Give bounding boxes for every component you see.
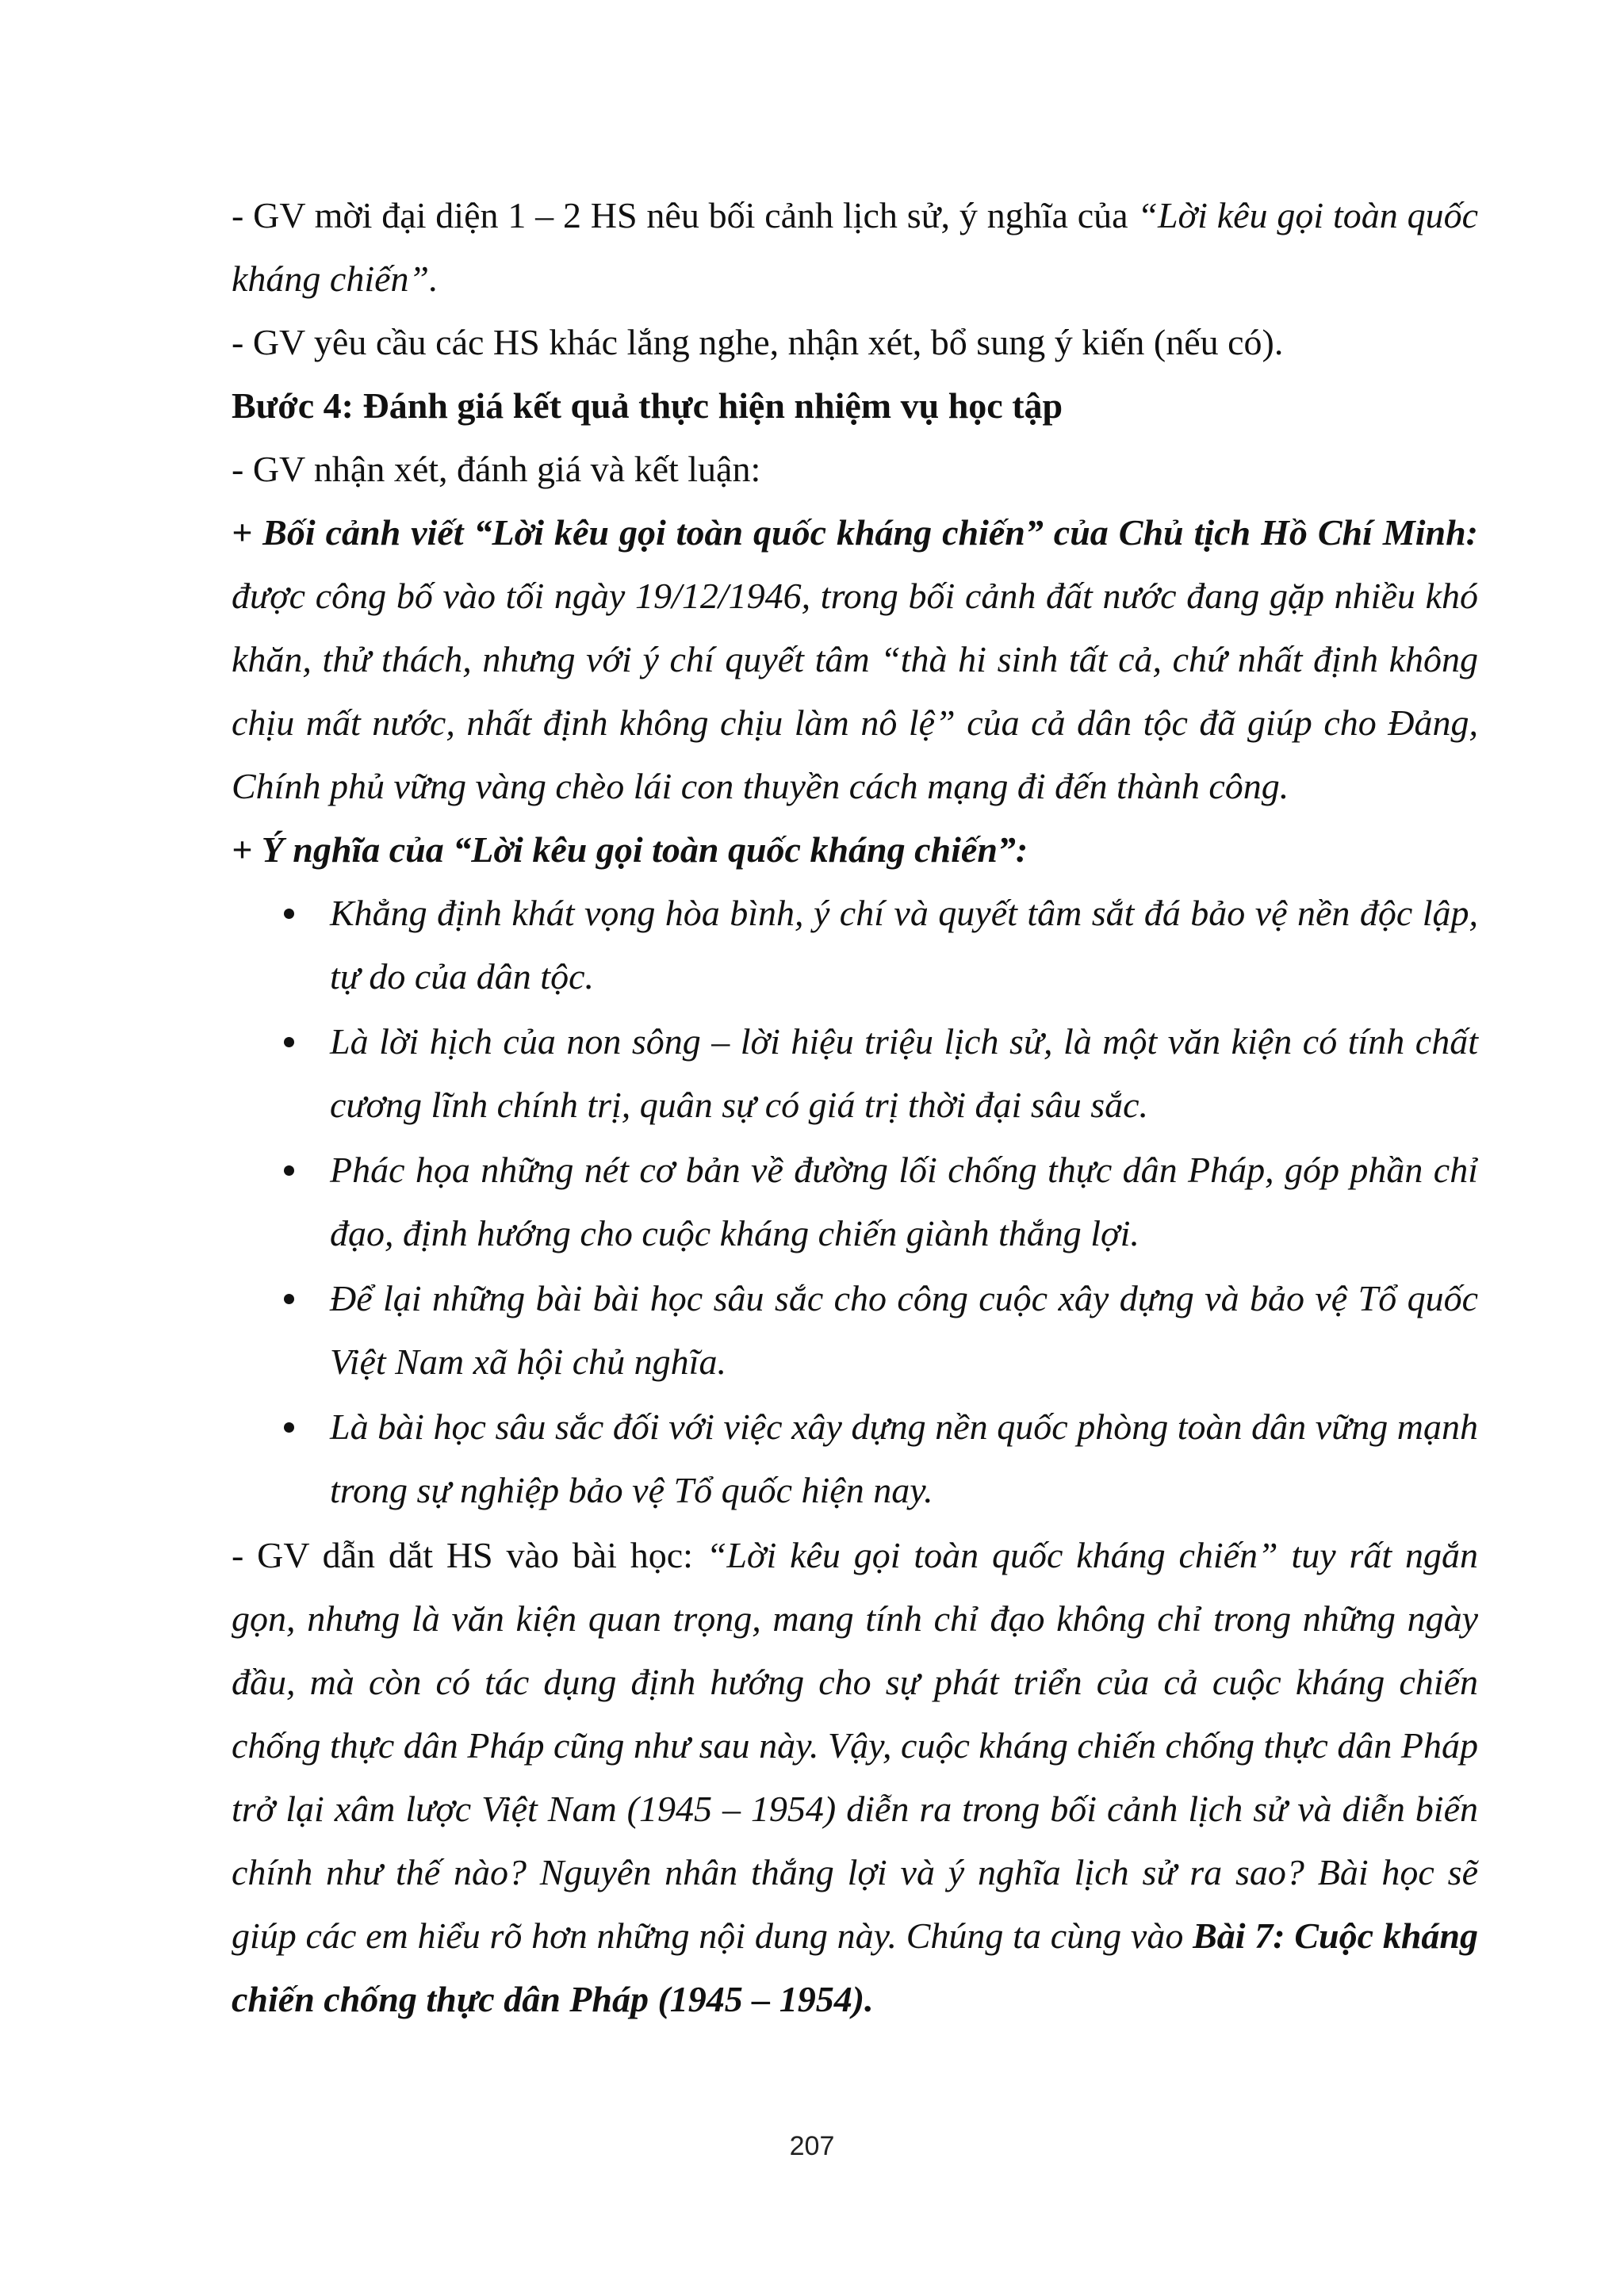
bullet-icon — [284, 1294, 294, 1304]
bullet-icon — [284, 909, 294, 919]
lesson-title: Bài 7: Cuộc kháng chiến chống thực dân Pháp (1945 – 1954). — [232, 1915, 1478, 2019]
quote-text: “Lời kêu gọi toàn quốc kháng chiến” — [232, 195, 1478, 299]
context-section — [232, 501, 1478, 818]
page-number: 207 — [789, 2131, 835, 2161]
lead-italic: “Lời kêu gọi toàn quốc kháng chiến” tuy rất ngắn gọn, nhưng là văn kiện quan trọng, mang tính chỉ đạo không chỉ trong những ngày đầu, mà còn có tác dụng định hướng cho sự phát triển của cả cuộc kháng chiến chống thực dân Pháp cũng như sau này. Vậy, cuộc kháng chiến chống thực dân Pháp trở lại xâm lược Việt Nam (1945 – 1954) diễn ra trong bối cảnh lịch sử và diễn biến chính như thế nào? Nguyên nhân thắng lợi và ý nghĩa lịch sử ra sao? Bài học sẽ giúp các em hiểu rõ hơn những nội dung này. Chúng ta cùng vào — [232, 1535, 1478, 1956]
context-body: được công bố vào tối ngày 19/12/1946, trong bối cảnh đất nước đang gặp nhiều khó khăn, thử thách, nhưng với ý chí quyết tâm “thà hi sinh tất cả, chứ nhất định không chịu mất nước, nhất định không chịu làm nô lệ” của cả dân tộc đã giúp cho Đảng, Chính phủ vững vàng chèo lái con thuyền cách mạng đi đến thành công. — [232, 576, 1478, 806]
paragraph-teacher-concludes: - GV nhận xét, đánh giá và kết luận: — [232, 449, 761, 489]
list-item — [232, 1010, 1478, 1137]
list-item-text: Khẳng định khát vọng hòa bình, ý chí và quyết tâm sắt đá bảo vệ nền độc lập, tự do của dân tộc. — [330, 893, 1478, 997]
bullet-icon — [284, 1037, 294, 1047]
list-item — [232, 882, 1478, 1008]
meaning-list — [232, 882, 1478, 1522]
paragraph-text: - GV mời đại diện 1 – 2 HS nêu bối cảnh lịch sử, ý nghĩa của — [232, 195, 1138, 235]
list-item-text: Phác họa những nét cơ bản về đường lối chống thực dân Pháp, góp phần chỉ đạo, định hướng cho cuộc kháng chiến giành thắng lợi. — [330, 1150, 1478, 1253]
list-item — [232, 1138, 1478, 1265]
bullet-icon — [284, 1165, 294, 1176]
context-heading: + Bối cảnh viết “Lời kêu gọi toàn quốc kháng chiến” của Chủ tịch Hồ Chí Minh: — [232, 512, 1478, 553]
list-item — [232, 1267, 1478, 1394]
list-item — [232, 1395, 1478, 1522]
paragraph-teacher-requests: - GV yêu cầu các HS khác lắng nghe, nhận xét, bổ sung ý kiến (nếu có). — [232, 322, 1284, 362]
step-heading: Bước 4: Đánh giá kết quả thực hiện nhiệm vụ học tập — [232, 385, 1063, 426]
paragraph-lead-in — [232, 1524, 1478, 2031]
paragraph-text: . — [429, 258, 439, 299]
list-item-text: Là lời hịch của non sông – lời hiệu triệu lịch sử, là một văn kiện có tính chất cương lĩnh chính trị, quân sự có giá trị thời đại sâu sắc. — [330, 1021, 1478, 1125]
meaning-heading: + Ý nghĩa của “Lời kêu gọi toàn quốc kháng chiến”: — [232, 829, 1028, 870]
lead-prefix: - GV dẫn dắt HS vào bài học: — [232, 1535, 707, 1575]
document-body — [232, 184, 1478, 2031]
list-item-text: Để lại những bài bài học sâu sắc cho công cuộc xây dựng và bảo vệ Tổ quốc Việt Nam xã hội chủ nghĩa. — [330, 1278, 1478, 1382]
list-item-text: Là bài học sâu sắc đối với việc xây dựng nền quốc phòng toàn dân vững mạnh trong sự nghiệp bảo vệ Tổ quốc hiện nay. — [330, 1406, 1478, 1510]
bullet-icon — [284, 1422, 294, 1433]
paragraph-teacher-invites — [232, 184, 1478, 311]
